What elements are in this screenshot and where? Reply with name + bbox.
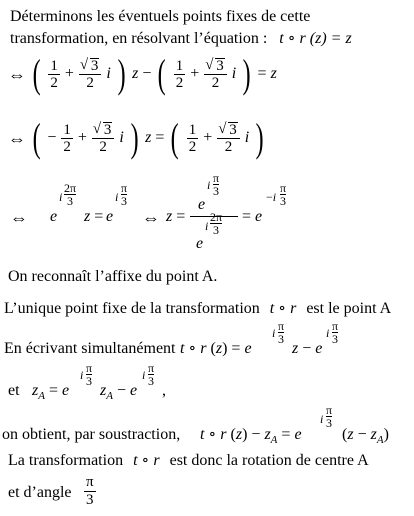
rotation-center-text: est donc la rotation de centre A [169,452,369,469]
equation-line-3: ⇔ ( $\frac{1}{2}$ + √ $\frac{3}{2}$ i ) z − ( $\frac{1}{2}$ + √ $\frac{3}{2}$ i ) = z [8,54,277,94]
frac-1-2: $\frac{1}{2}$ [50,57,58,91]
recognize-affix-text: On reconnaît l’affixe du point A. [8,268,218,285]
angle-text: et d’angle [8,484,72,501]
subtraction-text: on obtient, par soustraction, [2,426,181,443]
text-line-2 [10,30,352,48]
composition-t-r: t ∘ r [269,300,297,317]
writing-simultaneously-text: En écrivant simultanément [4,340,176,357]
text-line-7 [8,268,217,286]
unique-fixed-point-text: L’unique point fixe de la transformation [4,300,260,317]
fixed-point-a-text: est le point A [306,300,392,317]
transformation-text: transformation, en résolvant l’équation : [10,30,268,47]
equation-line-4: ⇔ ( − $\frac{1}{2}$ + √ $\frac{3}{2}$ i ) z = ( $\frac{1}{2}$ + √ $\frac{3}{2}$ i ) [8,118,267,158]
text-line-1 [10,8,310,26]
equation-fixed-point: t ∘ r (z) = z [279,30,352,47]
transformation-label-text: La transformation [8,452,124,469]
frac-sqrt3-2: √ $\frac{3}{2}$ [79,58,102,91]
equiv-symbol: ⇔ [8,128,26,149]
text-line-8 [4,300,391,318]
intro-text: Déterminons les éventuels points fixes de cette [10,8,311,25]
and-text: et [8,382,20,399]
equiv-symbol: ⇔ [8,64,26,85]
composition-t-r-2: t ∘ r [133,452,160,469]
text-line-12 [8,452,369,470]
